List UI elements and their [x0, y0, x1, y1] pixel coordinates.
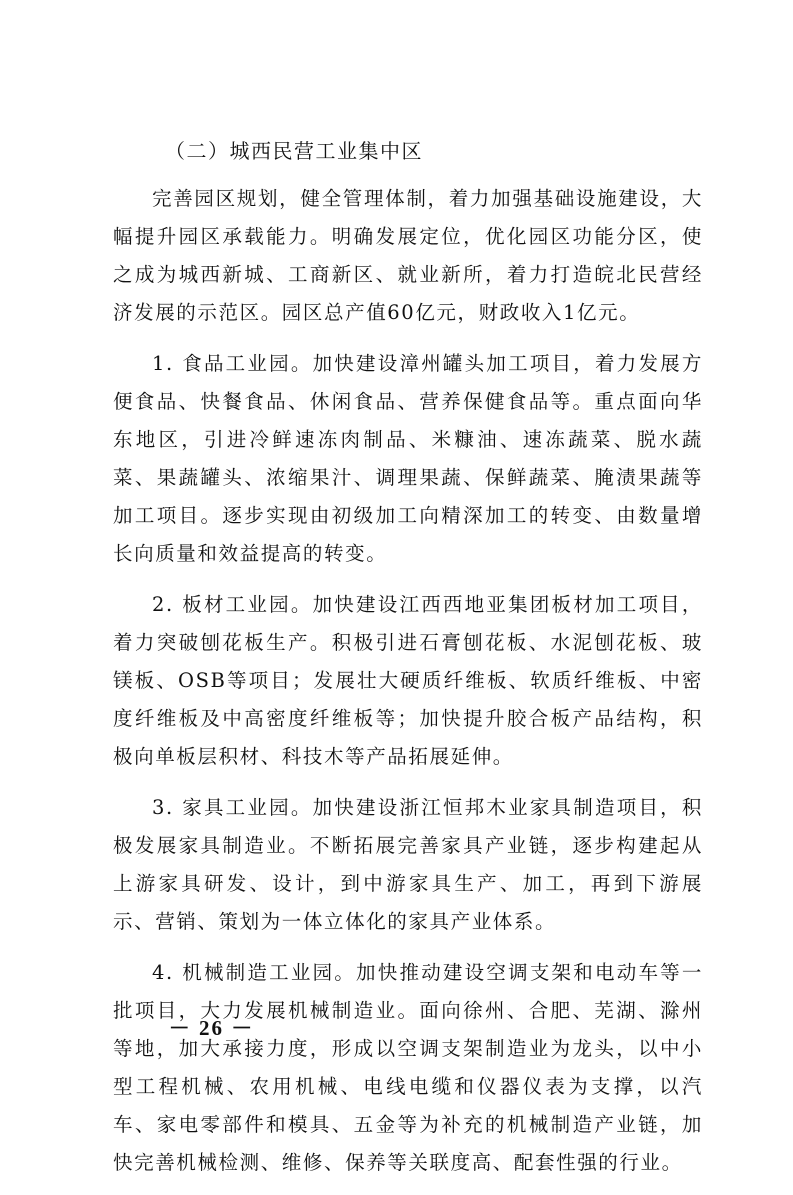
paragraph-food-industry-park: 1. 食品工业园。加快建设漳州罐头加工项目，着力发展方便食品、快餐食品、休闲食品、营养保健食品等。重点面向华东地区，引进冷鲜速冻肉制品、米糠油、速冻蔬菜、脱水蔬菜、果蔬罐头、浓缩果汁、调理果蔬、保鲜蔬菜、腌渍果蔬等加工项目。逐步实现由初级加工向精深加工的转变、由数量增长向质量和效益提高的转变。 — [113, 352, 703, 565]
page-number: － 26 － — [168, 1016, 255, 1040]
paragraph-furniture-industry-park: 3. 家具工业园。加快建设浙江恒邦木业家具制造项目，积极发展家具制造业。不断拓展完善家具产业链，逐步构建起从上游家具研发、设计，到中游家具生产、加工，再到下游展示、营销、策划为一体立体化的家具产业体系。 — [113, 796, 703, 933]
section-heading: （二）城西民营工业集中区 — [165, 139, 423, 163]
paragraph-machinery-industry-park: 4. 机械制造工业园。加快推动建设空调支架和电动车等一批项目，大力发展机械制造业。面向徐州、合肥、芜湖、滁州等地，加大承接力度，形成以空调支架制造业为龙头，以中小型工程机械、农用机械、电线电缆和仪器仪表为支撑，以汽车、家电零部件和模具、五金等为补充的机械制造产业链，加快完善机械检测、维修、保养等关联度高、配套性强的行业。 — [113, 961, 703, 1174]
paragraph-overview: 完善园区规划，健全管理体制，着力加强基础设施建设，大幅提升园区承载能力。明确发展定位，优化园区功能分区，使之成为城西新城、工商新区、就业新所，着力打造皖北民营经济发展的示范区。园区总产值60亿元，财政收入1亿元。 — [113, 187, 703, 324]
paragraph-board-industry-park: 2. 板材工业园。加快建设江西西地亚集团板材加工项目，着力突破刨花板生产。积极引进石膏刨花板、水泥刨花板、玻镁板、OSB等项目；发展壮大硬质纤维板、软质纤维板、中密度纤维板及中高密度纤维板等；加快提升胶合板产品结构，积极向单板层积材、科技木等产品拓展延伸。 — [113, 593, 703, 768]
